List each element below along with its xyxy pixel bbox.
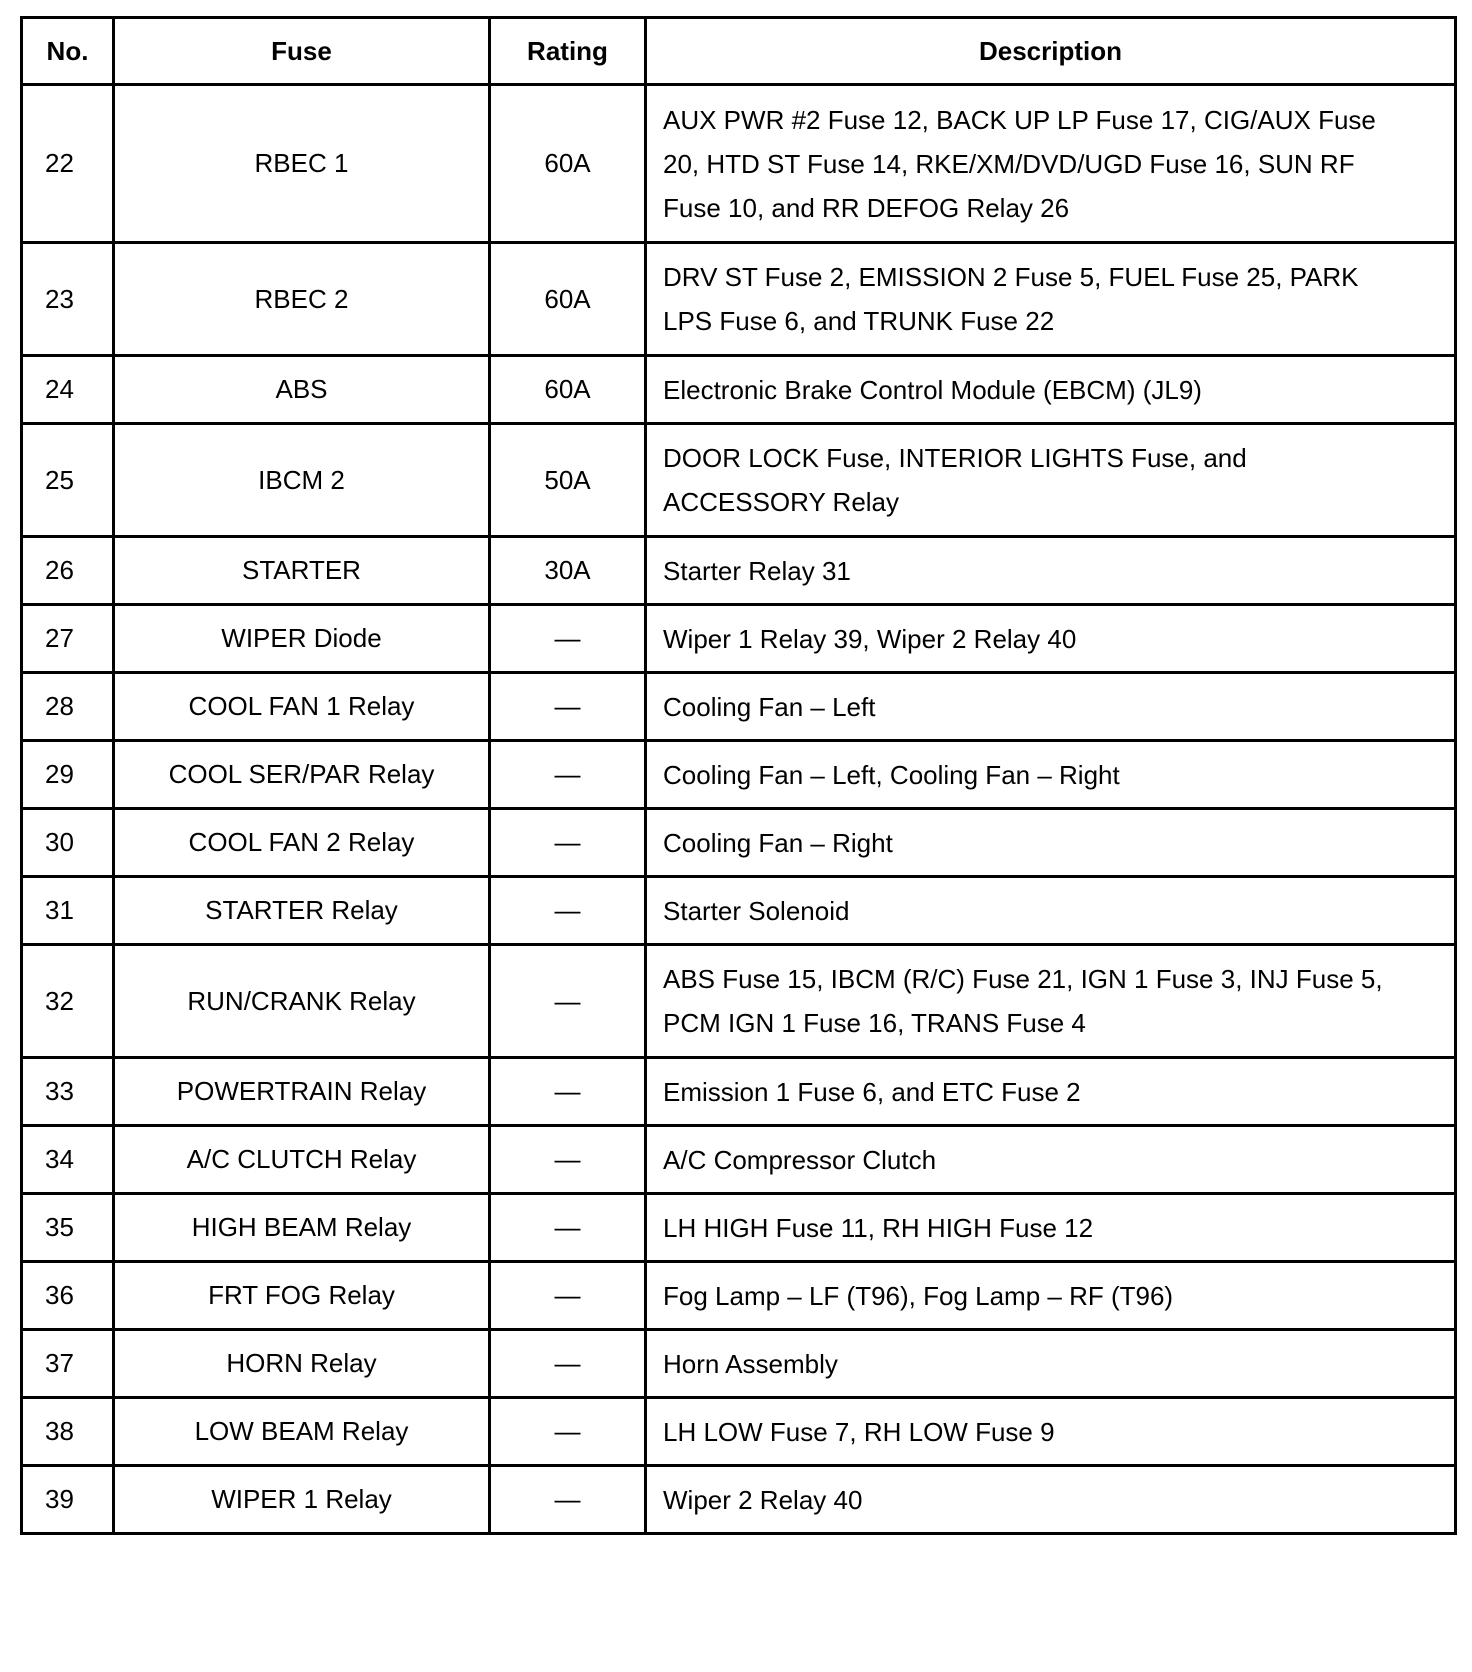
row-fuse: A/C CLUTCH Relay <box>114 1126 490 1194</box>
row-number: 38 <box>22 1398 114 1466</box>
row-fuse: STARTER Relay <box>114 877 490 945</box>
table-row <box>22 741 1456 809</box>
header-row <box>22 18 1456 85</box>
row-description: DOOR LOCK Fuse, INTERIOR LIGHTS Fuse, and ACCESSORY Relay <box>646 424 1456 537</box>
row-fuse: HIGH BEAM Relay <box>114 1194 490 1262</box>
row-rating: 60A <box>490 85 646 243</box>
table-row <box>22 243 1456 356</box>
row-description: Emission 1 Fuse 6, and ETC Fuse 2 <box>646 1058 1456 1126</box>
table-row <box>22 673 1456 741</box>
column-header-fuse: Fuse <box>114 18 490 85</box>
row-description: Cooling Fan – Left <box>646 673 1456 741</box>
row-rating: — <box>490 673 646 741</box>
row-description: Cooling Fan – Right <box>646 809 1456 877</box>
row-description: Horn Assembly <box>646 1330 1456 1398</box>
row-rating: — <box>490 1466 646 1534</box>
row-fuse: LOW BEAM Relay <box>114 1398 490 1466</box>
row-number: 32 <box>22 945 114 1058</box>
row-description: A/C Compressor Clutch <box>646 1126 1456 1194</box>
row-number: 26 <box>22 537 114 605</box>
row-rating: — <box>490 1194 646 1262</box>
row-number: 23 <box>22 243 114 356</box>
table-row <box>22 1466 1456 1534</box>
row-rating: — <box>490 1262 646 1330</box>
row-description: LH HIGH Fuse 11, RH HIGH Fuse 12 <box>646 1194 1456 1262</box>
row-rating: — <box>490 1058 646 1126</box>
row-number: 25 <box>22 424 114 537</box>
row-rating: 50A <box>490 424 646 537</box>
row-fuse: COOL FAN 1 Relay <box>114 673 490 741</box>
row-description: Fog Lamp – LF (T96), Fog Lamp – RF (T96) <box>646 1262 1456 1330</box>
row-fuse: WIPER Diode <box>114 605 490 673</box>
row-rating: — <box>490 741 646 809</box>
row-rating: — <box>490 877 646 945</box>
row-fuse: RBEC 2 <box>114 243 490 356</box>
table-row <box>22 1126 1456 1194</box>
row-fuse: ABS <box>114 356 490 424</box>
row-number: 31 <box>22 877 114 945</box>
row-description: ABS Fuse 15, IBCM (R/C) Fuse 21, IGN 1 Fuse 3, INJ Fuse 5, PCM IGN 1 Fuse 16, TRANS Fuse 4 <box>646 945 1456 1058</box>
table-row <box>22 809 1456 877</box>
row-fuse: WIPER 1 Relay <box>114 1466 490 1534</box>
table-row <box>22 1194 1456 1262</box>
row-description: Wiper 1 Relay 39, Wiper 2 Relay 40 <box>646 605 1456 673</box>
table-row <box>22 1262 1456 1330</box>
row-description: DRV ST Fuse 2, EMISSION 2 Fuse 5, FUEL Fuse 25, PARK LPS Fuse 6, and TRUNK Fuse 22 <box>646 243 1456 356</box>
table-row <box>22 605 1456 673</box>
row-number: 33 <box>22 1058 114 1126</box>
row-number: 29 <box>22 741 114 809</box>
row-description: Cooling Fan – Left, Cooling Fan – Right <box>646 741 1456 809</box>
row-description: Electronic Brake Control Module (EBCM) (JL9) <box>646 356 1456 424</box>
table-row <box>22 945 1456 1058</box>
row-number: 39 <box>22 1466 114 1534</box>
table-row <box>22 1058 1456 1126</box>
row-rating: — <box>490 1330 646 1398</box>
row-rating: — <box>490 945 646 1058</box>
row-fuse: FRT FOG Relay <box>114 1262 490 1330</box>
row-description: LH LOW Fuse 7, RH LOW Fuse 9 <box>646 1398 1456 1466</box>
row-fuse: COOL SER/PAR Relay <box>114 741 490 809</box>
row-rating: — <box>490 809 646 877</box>
row-rating: 60A <box>490 356 646 424</box>
fuse-table <box>20 16 1457 1535</box>
row-fuse: RBEC 1 <box>114 85 490 243</box>
row-number: 34 <box>22 1126 114 1194</box>
table-row <box>22 356 1456 424</box>
row-fuse: HORN Relay <box>114 1330 490 1398</box>
table-row <box>22 1330 1456 1398</box>
row-fuse: RUN/CRANK Relay <box>114 945 490 1058</box>
column-header-no: No. <box>22 18 114 85</box>
row-rating: — <box>490 605 646 673</box>
table-row <box>22 537 1456 605</box>
row-number: 27 <box>22 605 114 673</box>
row-rating: 60A <box>490 243 646 356</box>
table-row <box>22 877 1456 945</box>
table-row <box>22 85 1456 243</box>
row-number: 28 <box>22 673 114 741</box>
row-number: 22 <box>22 85 114 243</box>
row-description: Wiper 2 Relay 40 <box>646 1466 1456 1534</box>
row-description: AUX PWR #2 Fuse 12, BACK UP LP Fuse 17, CIG/AUX Fuse 20, HTD ST Fuse 14, RKE/XM/DVD/UGD Fuse 16, SUN RF Fuse 10, and RR DEFOG Relay 26 <box>646 85 1456 243</box>
row-fuse: STARTER <box>114 537 490 605</box>
table-row <box>22 424 1456 537</box>
row-number: 37 <box>22 1330 114 1398</box>
row-rating: 30A <box>490 537 646 605</box>
row-description: Starter Solenoid <box>646 877 1456 945</box>
row-rating: — <box>490 1126 646 1194</box>
row-number: 36 <box>22 1262 114 1330</box>
row-number: 24 <box>22 356 114 424</box>
row-rating: — <box>490 1398 646 1466</box>
column-header-description: Description <box>646 18 1456 85</box>
column-header-rating: Rating <box>490 18 646 85</box>
row-fuse: POWERTRAIN Relay <box>114 1058 490 1126</box>
row-fuse: IBCM 2 <box>114 424 490 537</box>
row-fuse: COOL FAN 2 Relay <box>114 809 490 877</box>
row-number: 35 <box>22 1194 114 1262</box>
row-number: 30 <box>22 809 114 877</box>
row-description: Starter Relay 31 <box>646 537 1456 605</box>
table-row <box>22 1398 1456 1466</box>
